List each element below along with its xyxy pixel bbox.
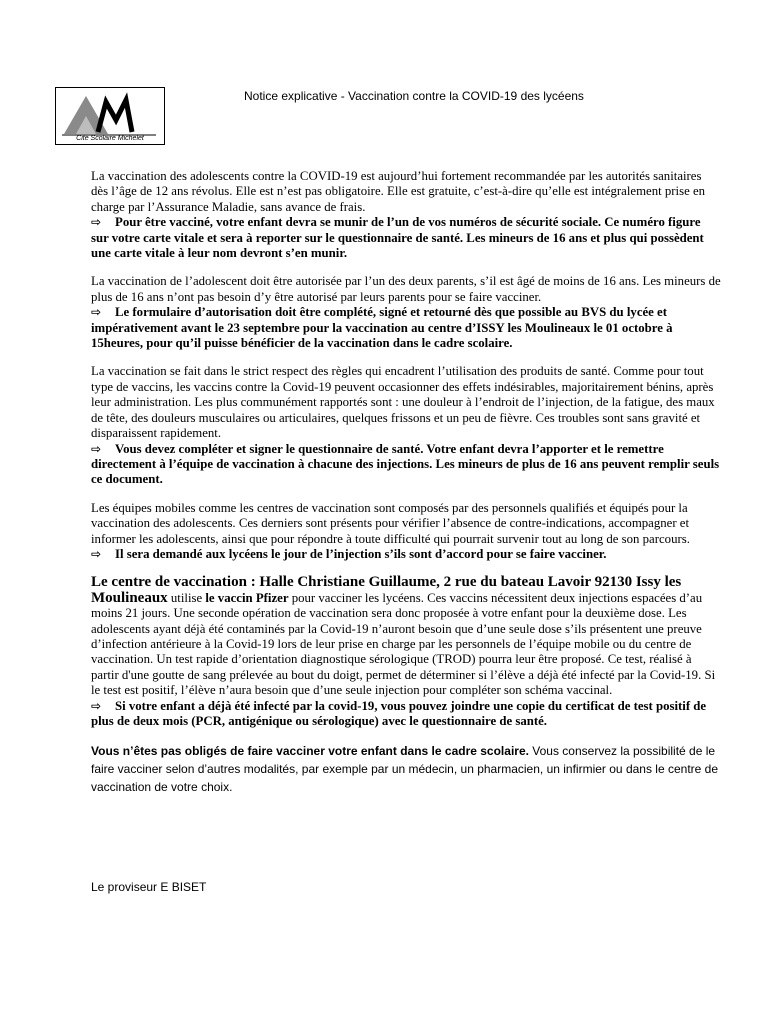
teams-text: Les équipes mobiles comme les centres de vaccination sont composés par des personnels qualifiés et équipés pour la vaccination des adolescents. Ces derniers sont présents pour vérifier l’absence de contre-indications, accompagner et informer les adolescents, ainsi que pour répondre à toute difficulté qui pourrait survenir tout au long de son parcours. xyxy=(91,500,690,546)
teams-bullet-text: Il sera demandé aux lycéens le jour de l’injection s’ils sont d’accord pour se faire vacciner. xyxy=(115,546,607,561)
authorization-bullet xyxy=(91,305,721,351)
logo-caption: Cité Scolaire Michelet xyxy=(76,135,144,142)
center-heading: Le centre de vaccination : Halle Christiane Guillaume, 2 rue du bateau Lavoir 92130 Issy les Moulineaux xyxy=(91,574,682,606)
center-text-a: utilise xyxy=(167,590,206,605)
section-eligibility xyxy=(91,169,721,261)
eligibility-text: La vaccination des adolescents contre la COVID-19 est aujourd’hui fortement recommandée par les autorités sanitaires dès l’âge de 12 ans révolus. Elle est n’est pas obligatoire. Elle est gratuite, c’est-à-dire qu’elle est intégralement prise en charge par l’Assurance Maladie, sans avance de frais. xyxy=(91,169,706,214)
authorization-bullet-text: Le formulaire d’autorisation doit être complété, signé et retourné dès que possible au BVS du lycée et impérativement avant le 23 septembre pour la vaccination au centre d’ISSY les Moulineaux le 01 octobre à 15heures, pour qu’il puisse bénéficier de la vaccination dans le cadre scolaire. xyxy=(91,305,673,351)
signature: Le proviseur E BISET xyxy=(91,880,207,894)
teams-bullet xyxy=(91,547,721,562)
vaccine-name: le vaccin Pfizer xyxy=(205,590,289,605)
section-teams xyxy=(91,501,721,563)
arrow-icon: ⇨ xyxy=(91,215,102,230)
eligibility-bullet-text: Pour être vacciné, votre enfant devra se munir de l’un de vos numéros de sécurité sociale. Ce numéro figure sur votre carte vitale et sera à reporter sur le questionnaire de santé. Les mineurs de 16 ans et plus qui possèdent une carte vitale à leur nom devront s’en munir. xyxy=(91,215,704,261)
authorization-text: La vaccination de l’adolescent doit être autorisée par l’un des deux parents, s’il est âgé de moins de 16 ans. Les mineurs de plus de 16 ans n’ont pas besoin d’y être autorisé par leurs parents pour se faire vacciner. xyxy=(91,274,721,304)
safety-text: La vaccination se fait dans le strict respect des règles qui encadrent l’utilisation des produits de santé. Comme pour tout type de vaccins, les vaccins contre la Covid-19 peuvent occasionner des effets indésirables, majoritairement bénins, après leur administration. Les plus communément rapportés sont : une douleur à l’endroit de l’injection, de la fatigue, des maux de tête, des douleurs musculaires ou articulaires, quelques frissons et un peu de fièvre. Ces troubles sont sans gravité et disparaissent rapidement. xyxy=(91,364,715,441)
center-bullet xyxy=(91,699,721,730)
arrow-icon: ⇨ xyxy=(91,546,102,561)
safety-bullet-text: Vous devez compléter et signer le questionnaire de santé. Votre enfant devra l’apporter et le remettre directement à l’équipe de vaccination à chacune des injections. Les mineurs de plus de 16 ans peuvent remplir seuls ce document. xyxy=(91,441,720,487)
center-bullet-text: Si votre enfant a déjà été infecté par la covid-19, vous pouvez joindre une copie du certificat de test positif de plus de deux mois (PCR, antigénique ou sérologique) avec le questionnaire de santé. xyxy=(91,698,707,728)
section-safety xyxy=(91,364,721,487)
center-text-b: pour vacciner les lycéens. Ces vaccins nécessitent deux injections espacées d’au moins 21 jours. Une seconde opération de vaccination sera donc proposée à votre enfant pour la deuxième dose. Les adolescents ayant déjà été contaminés par la Covid-19 n’auront besoin que d’une seule dose s’ils présentent une preuve d’infection antérieure à la Covid-19 lors de leur prise en charge par les personnels de l’équipe mobile ou du centre de vaccination. Un test rapide d’orientation diagnostique sérologique (TROD) pourra leur être proposé. Ce test, réalisé à partir d'une goutte de sang prélevée au bout du doigt, permet de déterminer si l’élève a déjà été infecté par la Covid-19. Si le test est positif, l’élève n’aura besoin que d’une seule injection pour compléter son schéma vaccinal. xyxy=(91,590,716,698)
closing-note xyxy=(91,742,721,796)
safety-bullet xyxy=(91,442,721,488)
closing-bold: Vous n’êtes pas obligés de faire vacciner votre enfant dans le cadre scolaire. xyxy=(91,744,529,759)
section-center xyxy=(91,575,721,729)
section-authorization xyxy=(91,274,721,351)
school-logo xyxy=(55,87,165,145)
center-text xyxy=(91,575,721,698)
notice-body xyxy=(91,169,721,796)
arrow-icon: ⇨ xyxy=(91,698,102,713)
closing-text: Vous conservez la possibilité de le faire vacciner selon d’autres modalités, par exemple par un médecin, un pharmacien, un infirmier ou dans le centre de vaccination de votre choix. xyxy=(91,744,718,795)
page-title: Notice explicative - Vaccination contre la COVID-19 des lycéens xyxy=(244,89,584,103)
arrow-icon: ⇨ xyxy=(91,305,102,320)
arrow-icon: ⇨ xyxy=(91,441,102,456)
eligibility-bullet xyxy=(91,215,721,261)
